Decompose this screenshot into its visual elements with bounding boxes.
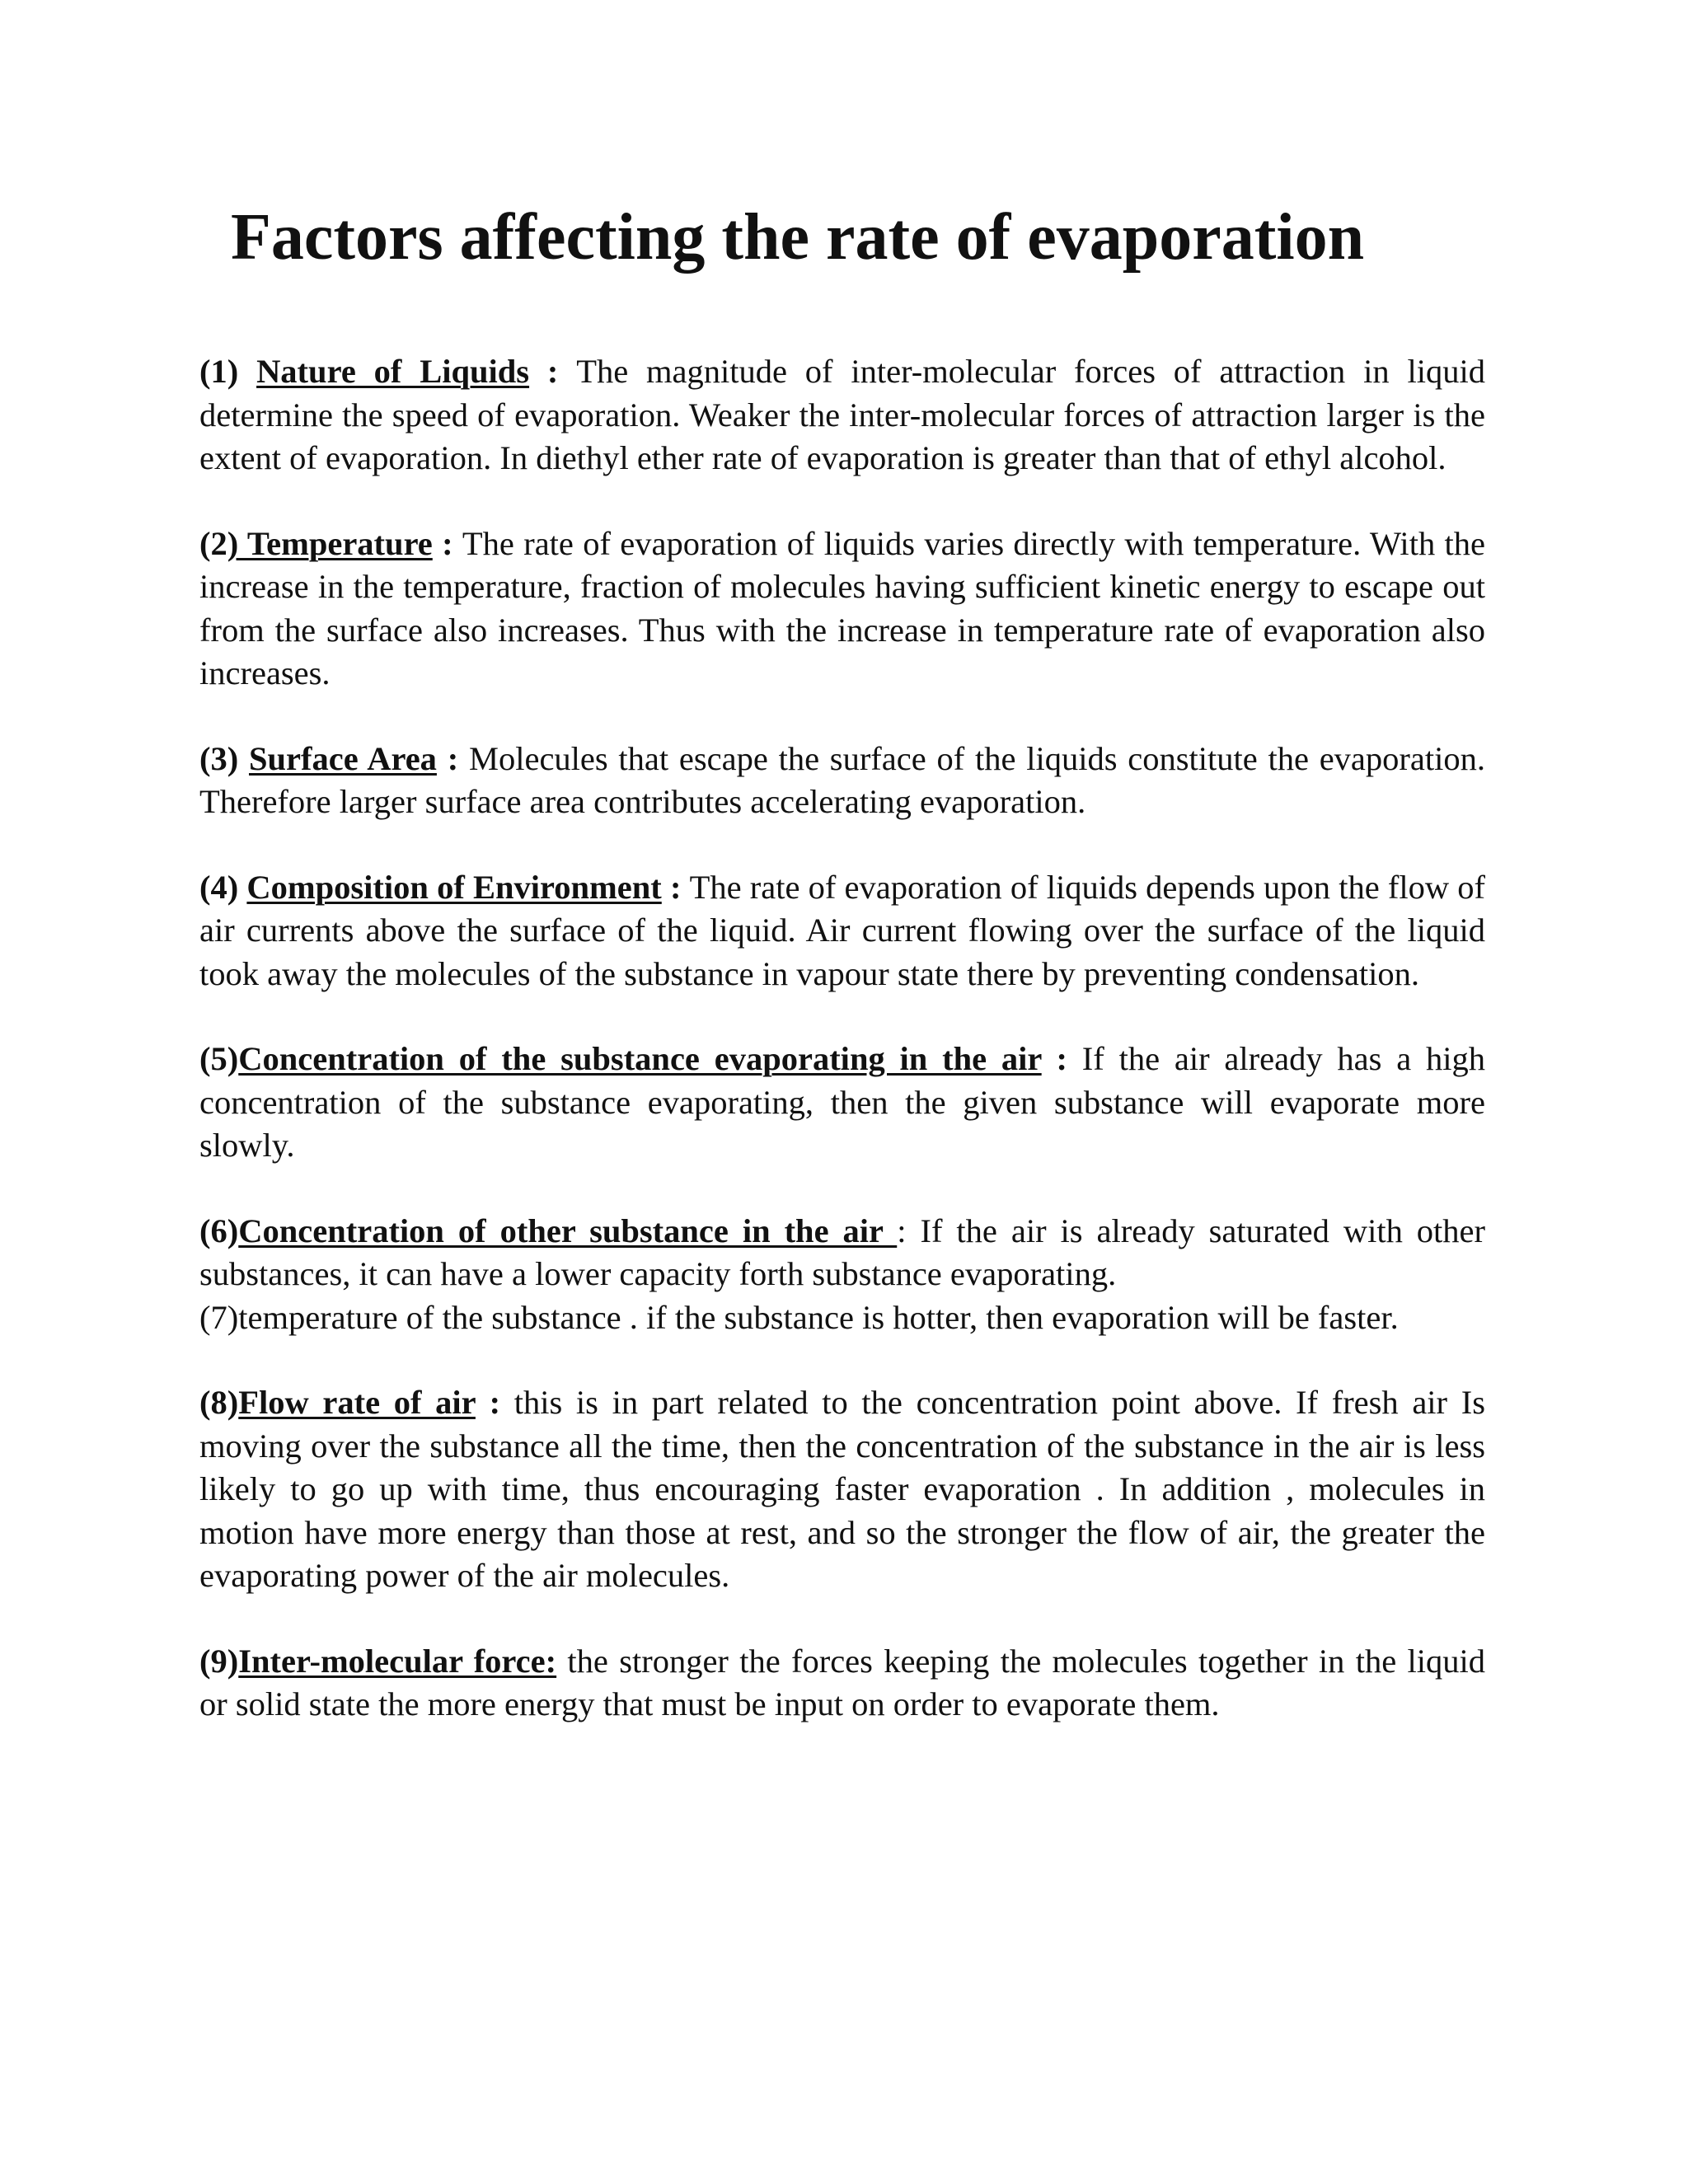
- factor-heading: Surface Area: [248, 739, 437, 777]
- factor-separator: :: [897, 1212, 921, 1249]
- factor-separator: [556, 1643, 567, 1680]
- factor-separator: :: [475, 1384, 514, 1421]
- factor-description: If the air is already saturated with other substances, it can have a lower capacity forth substance evaporating.: [199, 1212, 1486, 1292]
- factor-number: (5): [199, 1040, 239, 1077]
- factor-4-composition-of-environment: [199, 866, 1485, 996]
- factor-number: (1): [199, 353, 257, 390]
- factor-3-surface-area: [199, 738, 1485, 824]
- factor-description: The rate of evaporation of liquids depends upon the flow of air currents above the surface of the liquid. Air current flowing over the surface of the liquid took away the molecules of the substance in vapour state there by preventing condensation.: [199, 868, 1485, 992]
- factor-5-concentration-of-substance: [199, 1038, 1485, 1168]
- factor-separator: :: [436, 739, 469, 777]
- factor-separator: :: [1041, 1040, 1082, 1077]
- factor-2-temperature: [199, 523, 1485, 696]
- factor-number: (2: [199, 524, 227, 562]
- factor-description: If the air already has a high concentration of the substance evaporating, then the given substance will evaporate more slowly.: [199, 1040, 1485, 1164]
- factor-7-temperature-of-substance: [199, 1296, 1485, 1340]
- factor-heading: Inter-molecular force:: [238, 1642, 557, 1680]
- factor-number: (3): [199, 739, 249, 777]
- page-title: Factors affecting the rate of evaporation: [231, 201, 1365, 274]
- factor-heading: Concentration of other substance in the air: [238, 1212, 898, 1249]
- factor-description: Molecules that escape the surface of the liquids constitute the evaporation. Therefore larger surface area contributes accelerating evaporation.: [199, 739, 1485, 820]
- factor-heading: Nature of Liquids: [256, 353, 530, 390]
- factor-separator: :: [432, 524, 462, 562]
- factor-heading: Flow rate of air: [238, 1384, 476, 1421]
- factor-number: (8): [199, 1384, 239, 1421]
- factor-description: the stronger the forces keeping the molecules together in the liquid or solid state the more energy that must be input on order to evaporate them.: [199, 1642, 1486, 1722]
- factor-heading: ) Temperature: [227, 524, 433, 562]
- factor-8-flow-rate-of-air: [199, 1381, 1485, 1598]
- factor-1-nature-of-liquids: [199, 350, 1485, 480]
- factor-heading: Composition of Environment: [246, 868, 662, 906]
- factor-separator: :: [529, 353, 577, 390]
- factor-6-concentration-of-other-substance: [199, 1210, 1485, 1296]
- factor-9-inter-molecular-force: [199, 1640, 1485, 1727]
- factor-number: (9): [199, 1642, 239, 1680]
- factor-number: (4): [199, 868, 247, 906]
- factor-description: The magnitude of inter-molecular forces of attraction in liquid determine the speed of evaporation. Weaker the inter-molecular forces of attraction larger is the extent of evaporation. In diethyl ether rate of evaporation is greater than that of ethyl alcohol.: [199, 353, 1485, 476]
- factors-list: [199, 350, 1485, 1769]
- factor-heading: Concentration of the substance evaporating in the air: [238, 1040, 1042, 1077]
- factor-separator: :: [661, 868, 690, 906]
- factor-number: (6): [199, 1212, 239, 1249]
- factor-description: (7)temperature of the substance . if the substance is hotter, then evaporation will be faster.: [199, 1298, 1399, 1336]
- factor-description: The rate of evaporation of liquids varies directly with temperature. With the increase in the temperature, fraction of molecules having sufficient kinetic energy to escape out from the surface also increases. Thus with the increase in temperature rate of evaporation also increases.: [199, 524, 1485, 691]
- factor-description: this is in part related to the concentration point above. If fresh air Is moving over the substance all the time, then the concentration of the substance in the air is less likely to go up with time, thus encouraging faster evaporation . In addition , molecules in motion have more energy than those at rest, and so the stronger the flow of air, the greater the evaporating power of the air molecules.: [199, 1384, 1485, 1594]
